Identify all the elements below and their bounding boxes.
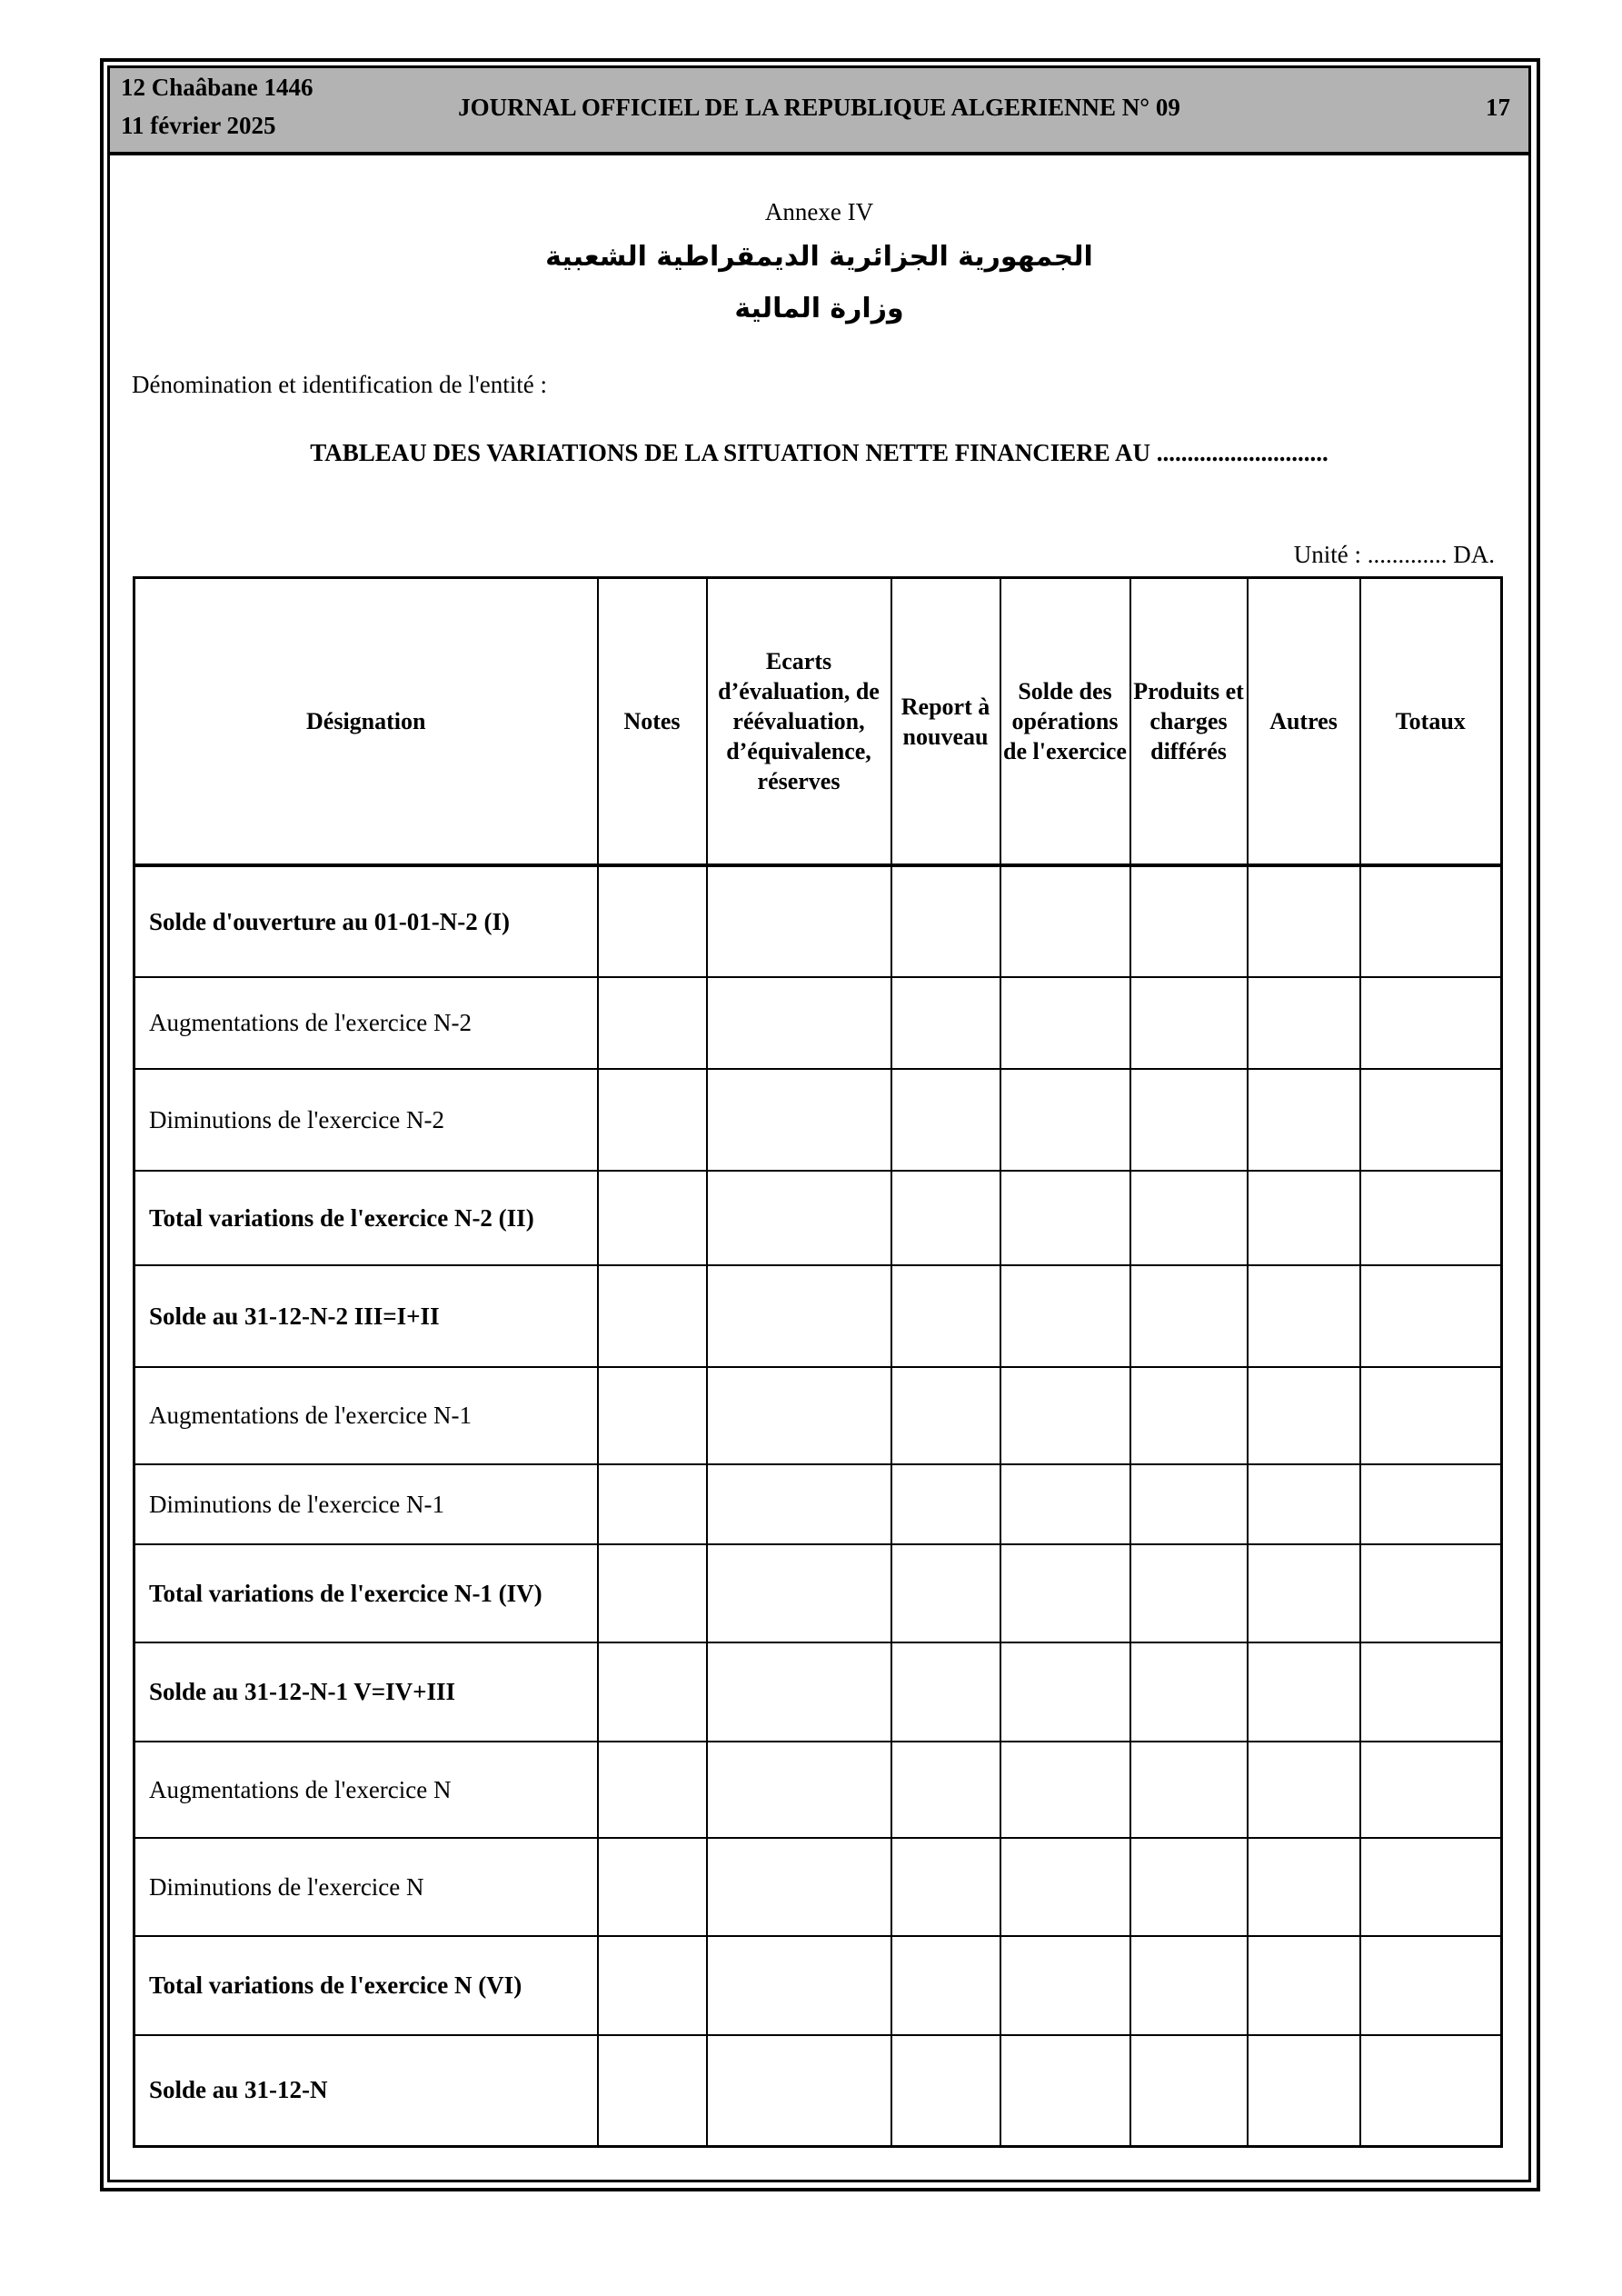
value-cell[interactable] (707, 1936, 891, 2035)
table-row (134, 1544, 1502, 1642)
value-cell[interactable] (1000, 1171, 1130, 1265)
row-label: Solde au 31-12-N-1 V=IV+III (134, 1642, 598, 1742)
value-cell[interactable] (598, 2035, 707, 2146)
value-cell[interactable] (1360, 1544, 1502, 1642)
value-cell[interactable] (598, 1265, 707, 1367)
table-row (134, 1069, 1502, 1171)
value-cell[interactable] (1248, 1069, 1360, 1171)
value-cell[interactable] (598, 1838, 707, 1936)
value-cell[interactable] (1000, 1544, 1130, 1642)
arabic-ministry-name: وزارة المالية (734, 293, 904, 324)
value-cell[interactable] (1130, 1069, 1248, 1171)
value-cell[interactable] (1360, 1936, 1502, 2035)
table-row (134, 1265, 1502, 1367)
value-cell[interactable] (707, 1367, 891, 1464)
value-cell[interactable] (1130, 1544, 1248, 1642)
value-cell[interactable] (1130, 1742, 1248, 1838)
value-cell[interactable] (891, 1265, 1000, 1367)
value-cell[interactable] (1248, 1936, 1360, 2035)
column-header: Ecarts d’évaluation, de réévaluation, d’équivalence, réserves (707, 578, 891, 866)
value-cell[interactable] (707, 1171, 891, 1265)
value-cell[interactable] (707, 1544, 891, 1642)
value-cell[interactable] (1360, 1265, 1502, 1367)
value-cell[interactable] (1360, 977, 1502, 1069)
value-cell[interactable] (1130, 1464, 1248, 1544)
table-row (134, 1642, 1502, 1742)
value-cell[interactable] (1130, 2035, 1248, 2146)
value-cell[interactable] (598, 1464, 707, 1544)
value-cell[interactable] (891, 2035, 1000, 2146)
value-cell[interactable] (1248, 2035, 1360, 2146)
value-cell[interactable] (707, 1642, 891, 1742)
table-title: TABLEAU DES VARIATIONS DE LA SITUATION NETTE FINANCIERE AU ............................ (310, 439, 1328, 466)
value-cell[interactable] (1360, 1742, 1502, 1838)
value-cell[interactable] (1000, 1367, 1130, 1464)
value-cell[interactable] (598, 1069, 707, 1171)
value-cell[interactable] (1360, 865, 1502, 977)
value-cell[interactable] (707, 865, 891, 977)
entity-label: Dénomination et identification de l'entité : (132, 371, 547, 398)
value-cell[interactable] (1000, 1936, 1130, 2035)
value-cell[interactable] (891, 977, 1000, 1069)
column-header: Notes (598, 578, 707, 866)
value-cell[interactable] (1000, 977, 1130, 1069)
value-cell[interactable] (598, 865, 707, 977)
value-cell[interactable] (1248, 1742, 1360, 1838)
row-label: Diminutions de l'exercice N-2 (134, 1069, 598, 1171)
value-cell[interactable] (1360, 1069, 1502, 1171)
column-header: Désignation (134, 578, 598, 866)
value-cell[interactable] (1130, 1265, 1248, 1367)
value-cell[interactable] (1248, 1642, 1360, 1742)
value-cell[interactable] (1000, 1742, 1130, 1838)
value-cell[interactable] (598, 977, 707, 1069)
value-cell[interactable] (1000, 1838, 1130, 1936)
table-row (134, 1171, 1502, 1265)
value-cell[interactable] (891, 1838, 1000, 1936)
value-cell[interactable] (1248, 1367, 1360, 1464)
column-header: Solde des opérations de l'exercice (1000, 578, 1130, 866)
value-cell[interactable] (1000, 2035, 1130, 2146)
annex-label: Annexe IV (764, 198, 874, 225)
value-cell[interactable] (598, 1171, 707, 1265)
value-cell[interactable] (1130, 1838, 1248, 1936)
row-label: Solde au 31-12-N-2 III=I+II (134, 1265, 598, 1367)
arabic-republic-name: الجمهورية الجزائرية الديمقراطية الشعبية (545, 241, 1093, 273)
value-cell[interactable] (707, 1464, 891, 1544)
value-cell[interactable] (707, 1265, 891, 1367)
value-cell[interactable] (1130, 1642, 1248, 1742)
table-row (134, 2035, 1502, 2146)
value-cell[interactable] (1000, 1464, 1130, 1544)
value-cell[interactable] (1130, 865, 1248, 977)
value-cell[interactable] (707, 2035, 891, 2146)
value-cell[interactable] (1248, 1544, 1360, 1642)
value-cell[interactable] (1130, 977, 1248, 1069)
value-cell[interactable] (891, 1464, 1000, 1544)
row-label: Solde au 31-12-N (134, 2035, 598, 2146)
page-number: 17 (1486, 94, 1510, 121)
value-cell[interactable] (598, 1544, 707, 1642)
value-cell[interactable] (1360, 1642, 1502, 1742)
gregorian-date: 11 février 2025 (121, 112, 276, 139)
value-cell[interactable] (707, 1838, 891, 1936)
table-row (134, 865, 1502, 977)
value-cell[interactable] (707, 1742, 891, 1838)
table-row (134, 1367, 1502, 1464)
column-header: Produits et charges différés (1130, 578, 1248, 866)
value-cell[interactable] (598, 1367, 707, 1464)
value-cell[interactable] (891, 1069, 1000, 1171)
unit-label: Unité : ............. DA. (1293, 541, 1495, 568)
table-row (134, 977, 1502, 1069)
value-cell[interactable] (1248, 1265, 1360, 1367)
journal-title: JOURNAL OFFICIEL DE LA REPUBLIQUE ALGERIENNE N° 09 (458, 94, 1180, 121)
value-cell[interactable] (891, 1642, 1000, 1742)
variations-table (133, 576, 1503, 2148)
value-cell[interactable] (891, 1544, 1000, 1642)
value-cell[interactable] (1248, 865, 1360, 977)
table-row (134, 1464, 1502, 1544)
value-cell[interactable] (1248, 1464, 1360, 1544)
value-cell[interactable] (1248, 1171, 1360, 1265)
value-cell[interactable] (1360, 1838, 1502, 1936)
row-label: Augmentations de l'exercice N-2 (134, 977, 598, 1069)
table-row (134, 1838, 1502, 1936)
value-cell[interactable] (891, 1742, 1000, 1838)
value-cell[interactable] (891, 1367, 1000, 1464)
value-cell[interactable] (891, 1171, 1000, 1265)
value-cell[interactable] (598, 1642, 707, 1742)
value-cell[interactable] (598, 1742, 707, 1838)
row-label: Augmentations de l'exercice N (134, 1742, 598, 1838)
value-cell[interactable] (1000, 1642, 1130, 1742)
value-cell[interactable] (1000, 865, 1130, 977)
table-header-row (134, 578, 1502, 866)
row-label: Diminutions de l'exercice N (134, 1838, 598, 1936)
value-cell[interactable] (707, 1069, 891, 1171)
value-cell[interactable] (1130, 1936, 1248, 2035)
value-cell[interactable] (1360, 1171, 1502, 1265)
value-cell[interactable] (1248, 977, 1360, 1069)
column-header: Autres (1248, 578, 1360, 866)
value-cell[interactable] (1248, 1838, 1360, 1936)
value-cell[interactable] (891, 865, 1000, 977)
table-row (134, 1936, 1502, 2035)
value-cell[interactable] (598, 1936, 707, 2035)
value-cell[interactable] (1000, 1265, 1130, 1367)
value-cell[interactable] (891, 1936, 1000, 2035)
journal-header (110, 68, 1528, 155)
row-label: Augmentations de l'exercice N-1 (134, 1367, 598, 1464)
row-label: Total variations de l'exercice N (VI) (134, 1936, 598, 2035)
value-cell[interactable] (1360, 2035, 1502, 2146)
value-cell[interactable] (707, 977, 891, 1069)
value-cell[interactable] (1130, 1171, 1248, 1265)
row-label: Solde d'ouverture au 01-01-N-2 (I) (134, 865, 598, 977)
row-label: Total variations de l'exercice N-1 (IV) (134, 1544, 598, 1642)
value-cell[interactable] (1130, 1367, 1248, 1464)
table-row (134, 1742, 1502, 1838)
value-cell[interactable] (1360, 1464, 1502, 1544)
column-header: Report à nouveau (891, 578, 1000, 866)
hijri-date: 12 Chaâbane 1446 (121, 74, 313, 101)
value-cell[interactable] (1360, 1367, 1502, 1464)
value-cell[interactable] (1000, 1069, 1130, 1171)
column-header: Totaux (1360, 578, 1502, 866)
row-label: Total variations de l'exercice N-2 (II) (134, 1171, 598, 1265)
row-label: Diminutions de l'exercice N-1 (134, 1464, 598, 1544)
